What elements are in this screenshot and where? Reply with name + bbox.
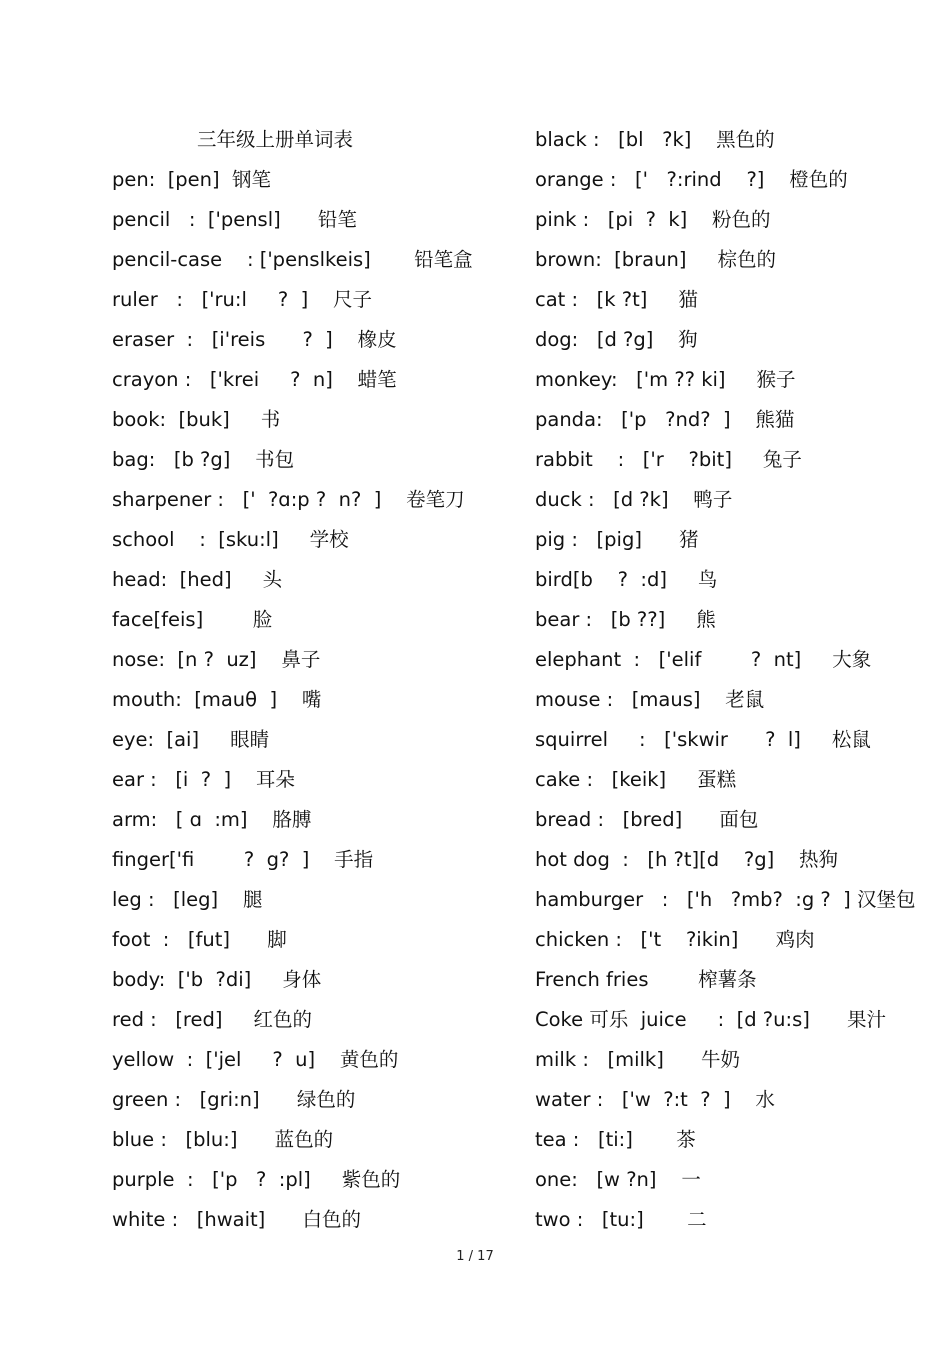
right-word-entry: French fries 榨薯条 — [535, 968, 757, 991]
right-word-entry: rabbit : ['r ?bit] 兔子 — [535, 448, 802, 471]
right-word-entry: black : [bl ?k] 黑色的 — [535, 128, 775, 151]
left-word-entry: yellow : ['jel ? u] 黄色的 — [112, 1048, 399, 1071]
right-word-entry: cake : [keik] 蛋糕 — [535, 768, 737, 791]
left-word-entry: crayon : ['krei ? n] 蜡笔 — [112, 368, 397, 391]
left-word-entry: book: [buk] 书 — [112, 408, 281, 431]
right-word-entry: Coke 可乐 juice : [d ?u:s] 果汁 — [535, 1008, 887, 1031]
right-word-entry: bird[b ? :d] 鸟 — [535, 568, 718, 591]
left-word-entry: bag: [b ?g] 书包 — [112, 448, 295, 471]
left-word-entry: mouth: [mauθ ] 嘴 — [112, 688, 322, 711]
left-word-entry: school : [sku:l] 学校 — [112, 528, 349, 551]
page-number: 1 / 17 — [456, 1249, 494, 1264]
right-word-entry: bear : [b ??] 熊 — [535, 608, 716, 631]
right-word-entry: duck : [d ?k] 鸭子 — [535, 488, 733, 511]
right-word-entry: mouse : [maus] 老鼠 — [535, 688, 765, 711]
right-word-entry: panda: ['p ?nd? ] 熊猫 — [535, 408, 795, 431]
right-word-entry: one: [w ?n] 一 — [535, 1168, 701, 1191]
left-word-entry: red : [red] 红色的 — [112, 1008, 312, 1031]
right-word-entry: monkey: ['m ?? ki] 猴子 — [535, 368, 796, 391]
right-word-column — [535, 120, 935, 1240]
right-word-entry: hamburger : ['h ?mb? :g ? ] 汉堡包 — [535, 888, 916, 911]
left-word-entry: head: [hed] 头 — [112, 568, 283, 591]
right-word-entry: bread : [bred] 面包 — [535, 808, 759, 831]
left-word-entry: ruler : ['ru:l ? ] 尺子 — [112, 288, 373, 311]
right-word-entry: elephant : ['elif ? nt] 大象 — [535, 648, 872, 671]
page-title: 三年级上册单词表 — [197, 128, 354, 151]
left-word-entry: pen: [pen] 钢笔 — [112, 168, 272, 191]
left-word-entry: pencil : ['pensl] 铅笔 — [112, 208, 357, 231]
left-word-entry: foot : [fut] 脚 — [112, 928, 287, 951]
left-word-entry: pencil-case : ['penslkeis] 铅笔盒 — [112, 248, 473, 271]
right-word-entry: brown: [braun] 棕色的 — [535, 248, 776, 271]
left-word-entry: leg : [leg] 腿 — [112, 888, 263, 911]
right-word-entry: water : ['w ?:t ? ] 水 — [535, 1088, 775, 1111]
left-word-entry: purple : ['p ? :pl] 紫色的 — [112, 1168, 401, 1191]
left-word-entry: nose: [n ? uz] 鼻子 — [112, 648, 321, 671]
left-word-entry: eraser : [i'reis ? ] 橡皮 — [112, 328, 397, 351]
left-word-entry: face[feis] 脸 — [112, 608, 273, 631]
left-word-entry: blue : [blu:] 蓝色的 — [112, 1128, 334, 1151]
left-word-entry: ear : [i ? ] 耳朵 — [112, 768, 295, 791]
left-word-entry: finger['fi ? g? ] 手指 — [112, 848, 374, 871]
left-word-entry: white : [hwait] 白色的 — [112, 1208, 361, 1231]
right-word-entry: hot dog : [h ?t][d ?g] 热狗 — [535, 848, 839, 871]
right-word-entry: pink : [pi ? k] 粉色的 — [535, 208, 771, 231]
right-word-entry: milk : [milk] 牛奶 — [535, 1048, 741, 1071]
left-word-entry: eye: [ai] 眼睛 — [112, 728, 270, 751]
right-word-entry: dog: [d ?g] 狗 — [535, 328, 698, 351]
right-word-entry: chicken : ['t ?ikin] 鸡肉 — [535, 928, 815, 951]
right-word-entry: orange : [' ?:rind ?] 橙色的 — [535, 168, 848, 191]
left-word-entry: sharpener : [' ?ɑ:p ? n? ] 卷笔刀 — [112, 488, 465, 511]
left-word-entry: green : [gri:n] 绿色的 — [112, 1088, 356, 1111]
right-word-entry: cat : [k ?t] 猫 — [535, 288, 698, 311]
right-word-entry: pig : [pig] 猪 — [535, 528, 699, 551]
left-word-entry: arm: [ ɑ :m] 胳膊 — [112, 808, 312, 831]
right-word-entry: tea : [ti:] 茶 — [535, 1128, 696, 1151]
right-word-entry: squirrel : ['skwir ? l] 松鼠 — [535, 728, 871, 751]
left-word-entry: body: ['b ?di] 身体 — [112, 968, 322, 991]
left-word-column — [112, 120, 512, 1240]
right-word-entry: two : [tu:] 二 — [535, 1208, 707, 1231]
